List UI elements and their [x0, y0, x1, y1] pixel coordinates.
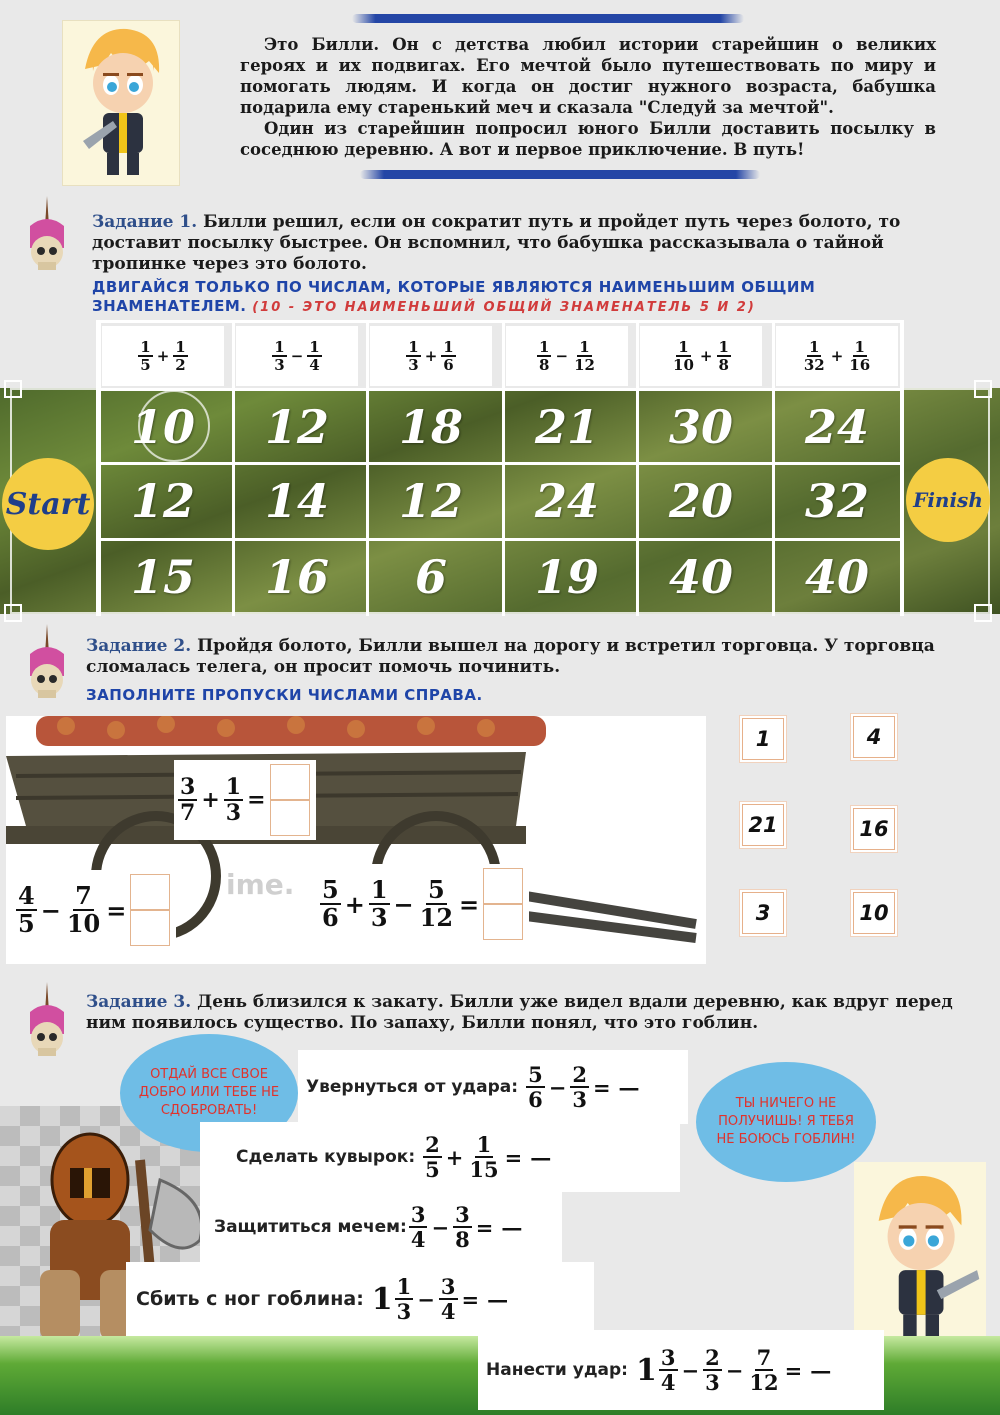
frame-handle	[4, 604, 22, 622]
grid-cell[interactable]: 40	[668, 550, 733, 604]
action-strip-roll: Сделать кувырок: $\frac{2}{5}$ + $\frac{1}{15}$ = —	[200, 1122, 680, 1192]
grid-header-cell: $\frac{1}{32}$ + $\frac{1}{16}$	[776, 326, 898, 386]
answer-slot[interactable]	[483, 868, 523, 904]
grid-line	[366, 322, 369, 616]
answer-slot[interactable]	[130, 910, 170, 946]
start-cell-ring	[138, 390, 210, 462]
grid-cell[interactable]: 12	[264, 400, 329, 454]
frame-handle	[974, 380, 992, 398]
grid-cell[interactable]: 30	[668, 400, 733, 454]
grid-line	[98, 322, 101, 616]
grid-cell[interactable]: 24	[534, 474, 599, 528]
watermark-text: ime.	[226, 868, 295, 901]
task2-title: Задание 2.	[86, 636, 192, 656]
grid-cell[interactable]: 21	[534, 400, 599, 454]
answer-slot[interactable]	[130, 874, 170, 910]
frame-handle	[4, 380, 22, 398]
start-circle	[2, 458, 94, 550]
grid-cell[interactable]: 16	[264, 550, 329, 604]
answer-slot[interactable]	[483, 904, 523, 940]
grid-cell[interactable]: 32	[804, 474, 869, 528]
task1-description: Билли решил, если он сократит путь и пройдет путь через болото, то доставит посылку быстрее. Он вспомнил, что бабушка рассказывала о тайной тропинке через это болото.	[92, 212, 901, 274]
task1-instruction: ДВИГАЙСЯ ТОЛЬКО ПО ЧИСЛАМ, КОТОРЫЕ ЯВЛЯЮТСЯ НАИМЕНЬШИМ ОБЩИМ ЗНАМЕНАТЕЛЕМ.	[92, 278, 816, 315]
task1-hint: (10 - ЭТО НАИМЕНЬШИЙ ОБЩИЙ ЗНАМЕНАТЕЛЬ 5 И 2)	[252, 300, 756, 315]
task3-description: День близился к закату. Билли уже видел вдали деревню, как вдруг перед ним появилось существо. По запаху, Билли понял, что это гоблин.	[86, 992, 953, 1033]
grid-header-cell: $\frac{1}{3}$ + $\frac{1}{6}$	[370, 326, 492, 386]
grid-cell[interactable]: 6	[414, 550, 447, 604]
top-brush-stroke	[352, 14, 744, 23]
skull-icon	[22, 196, 72, 276]
intro-paragraph-2: Один из старейшин попросил юного Билли доставить посылку в соседнюю деревню. А вот и первое приключение. В путь!	[240, 119, 936, 159]
grid-line	[502, 322, 505, 616]
start-label: Start	[5, 486, 91, 522]
grid-line	[772, 322, 775, 616]
task3-text	[86, 992, 976, 1034]
answer-tile[interactable]: 4	[853, 716, 895, 758]
action-strip-dodge: Увернуться от удара: $\frac{5}{6}$ − $\frac{2}{3}$ = —	[298, 1050, 688, 1124]
grid-line	[96, 462, 904, 465]
action-strip-defend: Защититься мечем: $\frac{3}{4}$ − $\frac{3}{8}$ = —	[200, 1192, 562, 1262]
billy-character-image	[854, 1162, 986, 1358]
grid-header-cell: $\frac{1}{3}$ − $\frac{1}{4}$	[236, 326, 358, 386]
skull-icon	[22, 982, 72, 1062]
task1-text	[92, 212, 972, 275]
grid-line	[900, 322, 903, 616]
grid-cell[interactable]: 19	[534, 550, 599, 604]
grid-cell[interactable]: 20	[668, 474, 733, 528]
answer-tile[interactable]: 16	[853, 808, 895, 850]
task2-instruction: ЗАПОЛНИТЕ ПРОПУСКИ ЧИСЛАМИ СПРАВА.	[86, 686, 483, 704]
answer-slot[interactable]	[270, 800, 310, 836]
task2-description: Пройдя болото, Билли вышел на дорогу и встретил торговца. У торговца сломалась телега, он просит помочь починить.	[86, 636, 935, 677]
task2-equation-3: $\frac{5}{6}$ + $\frac{1}{3}$ − $\frac{5}{12}$ =	[314, 864, 529, 944]
answer-slot[interactable]	[270, 764, 310, 800]
task2-equation-1: $\frac{3}{7}$ + $\frac{1}{3}$ =	[174, 760, 316, 840]
grid-cell[interactable]: 14	[264, 474, 329, 528]
intro-paragraph-1: Это Билли. Он с детства любил истории старейшин о великих героях и их подвигах. Его мечтой было путешествовать по миру и помогать людям. И когда он достиг нужного возраста, бабушка подарила ему старенький меч и сказала "Следуй за мечтой".	[240, 35, 936, 117]
task2-text	[86, 636, 976, 678]
frame-handle	[974, 604, 992, 622]
finish-circle	[906, 458, 990, 542]
task3-title: Задание 3.	[86, 992, 192, 1012]
grid-cell[interactable]: 18	[398, 400, 463, 454]
grid-cell[interactable]: 24	[804, 400, 869, 454]
skull-icon	[22, 624, 72, 704]
bottom-brush-stroke	[360, 170, 760, 179]
grid-header-cell: $\frac{1}{8}$ − $\frac{1}{12}$	[506, 326, 628, 386]
task1-instruction-block	[92, 278, 972, 317]
grid-line	[96, 538, 904, 541]
billy-speech-bubble	[696, 1062, 876, 1182]
grid-cell-start-highlight[interactable]: 10	[130, 400, 195, 454]
finish-label: Finish	[913, 488, 983, 512]
intro-text	[240, 34, 936, 160]
grid-line	[636, 322, 639, 616]
goblin-speech-text: ОТДАЙ ВСЕ СВОЕ ДОБРО ИЛИ ТЕБЕ НЕ СДОБРОВАТЬ!	[138, 1067, 280, 1118]
billy-character-image	[63, 21, 181, 187]
answer-tile[interactable]: 10	[853, 892, 895, 934]
action-strip-strike: Нанести удар: 1 $\frac{3}{4}$ − $\frac{2}{3}$ − $\frac{7}{12}$ = —	[478, 1330, 884, 1410]
intro-billy-portrait	[62, 20, 180, 186]
grid-cell[interactable]: 15	[130, 550, 195, 604]
grid-line	[96, 388, 904, 391]
grid-header-cell: $\frac{1}{5}$ + $\frac{1}{2}$	[102, 326, 224, 386]
grid-cell[interactable]: 40	[804, 550, 869, 604]
grid-cell[interactable]: 12	[130, 474, 195, 528]
grid-header-cell: $\frac{1}{10}$ + $\frac{1}{8}$	[640, 326, 762, 386]
answer-tile[interactable]: 1	[742, 718, 784, 760]
action-strip-knockdown: Сбить с ног гоблина: 1 $\frac{1}{3}$ − $\frac{3}{4}$ = —	[126, 1262, 594, 1336]
task1-title: Задание 1.	[92, 212, 198, 232]
billy-portrait-bottom	[854, 1162, 986, 1358]
answer-tile[interactable]: 3	[742, 892, 784, 934]
task2-equation-2: $\frac{4}{5}$ − $\frac{7}{10}$ =	[10, 870, 176, 950]
billy-speech-text: ТЫ НИЧЕГО НЕ ПОЛУЧИШЬ! Я ТЕБЯ НЕ БОЮСЬ ГОБЛИН!	[716, 1096, 856, 1147]
grid-line	[232, 322, 235, 616]
grid-cell[interactable]: 12	[398, 474, 463, 528]
answer-tile[interactable]: 21	[742, 804, 784, 846]
